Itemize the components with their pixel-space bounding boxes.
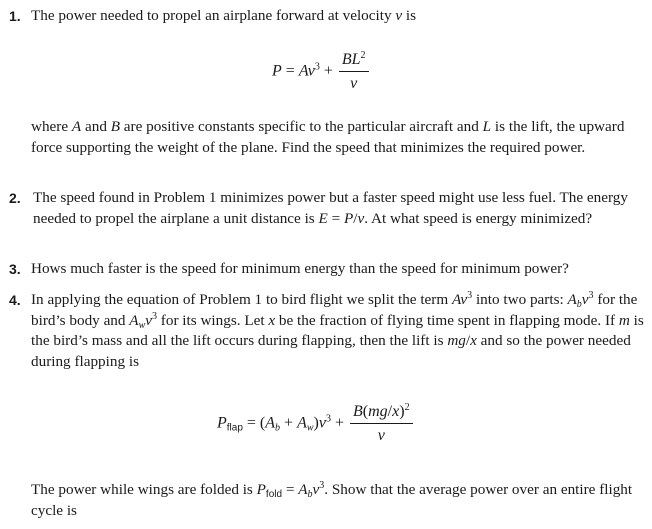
fraction: $\frac{BL^2}{v}$	[339, 50, 369, 94]
problem-number: 3.	[9, 261, 21, 277]
problem-number: 2.	[9, 190, 21, 206]
problem-number: 1.	[9, 8, 21, 24]
equation-power: $P = Av^3$ + $\frac{BL^2}{v}$	[272, 50, 371, 94]
problem-number: 4.	[9, 292, 21, 308]
equation-flap: Pflap = $(A_b + A_w)v^3$ + $\frac{B(mg/x)^2}{v}$	[217, 402, 415, 446]
problem-1-intro: The power needed to propel an airplane forward at velocity v is	[31, 7, 417, 24]
fraction: $\frac{B(mg/x)^2}{v}$	[350, 402, 413, 446]
problem-3-text: Hows much faster is the speed for minimum energy than the speed for minimum power?	[31, 260, 569, 277]
